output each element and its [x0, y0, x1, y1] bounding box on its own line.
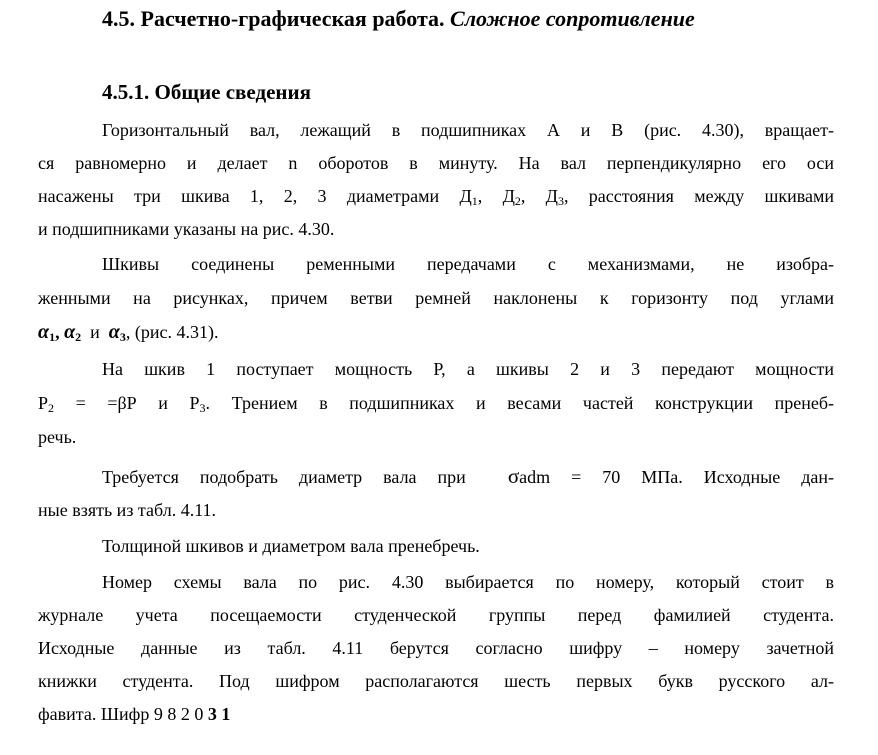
paragraph-6-line-2: журнале учета посещаемости студенческой группы перед фамилией студента. — [38, 605, 834, 625]
paragraph-3-line-3: речь. — [38, 427, 77, 447]
section-heading-subtitle: Сложное сопротивление — [450, 6, 695, 31]
paragraph-5-line-1: Толщиной шкивов и диаметром вала пренебречь. — [102, 536, 480, 556]
paragraph-1-line-3: насажены три шкива 1, 2, 3 диаметрами $Д_1$, $Д_2$, $Д_3$, расстояния между шкивами — [38, 186, 835, 208]
paragraph-2-line-2: женными на рисунках, причем ветви ремней наклонены к горизонту под углами — [38, 288, 834, 308]
section-heading-title: 4.5. Расчетно-графическая работа. — [102, 6, 445, 31]
section-heading — [102, 4, 695, 34]
paragraph-4-line-1: Требуется подобрать диаметр вала при σadm = 70 МПа. Исходные дан- — [102, 464, 834, 488]
paragraph-6-line-3: Исходные данные из табл. 4.11 берутся согласно шифру – номеру зачетной — [38, 638, 834, 658]
paragraph-6-line-5: фавита. Шифр 9 8 2 0 3 1 — [38, 704, 231, 724]
paragraph-3-line-2: $Р_2 = =\beta Р$ и $Р_3$. Трением в подшипниках и весами частей конструкции пренеб- — [38, 393, 834, 415]
paragraph-2-line-3: $\alpha_1$, $\alpha_2$ и $\alpha_3$, (рис. 4.31). — [38, 321, 219, 344]
paragraph-1-line-1: Горизонтальный вал, лежащий в подшипниках А и В (рис. 4.30), вращает- — [102, 120, 834, 140]
paragraph-3-line-1: На шкив 1 поступает мощность Р, а шкивы 2 и 3 передают мощности — [102, 359, 834, 379]
cipher-bold-digits: 3 1 — [207, 704, 231, 724]
paragraph-1-line-4: и подшипниками указаны на рис. 4.30. — [38, 219, 335, 239]
subsection-heading: 4.5.1. Общие сведения — [102, 80, 311, 104]
paragraph-2-line-1: Шкивы соединены ременными передачами с механизмами, не изобра- — [102, 254, 834, 274]
paragraph-1-line-2: ся равномерно и делает n оборотов в минуту. На вал перпендикулярно его оси — [38, 153, 834, 173]
paragraph-4-line-2: ные взять из табл. 4.11. — [38, 500, 217, 520]
paragraph-6-line-1: Номер схемы вала по рис. 4.30 выбирается по номеру, который стоит в — [102, 572, 834, 592]
paragraph-6-line-4: книжки студента. Под шифром располагаются шесть первых букв русского ал- — [38, 671, 834, 691]
